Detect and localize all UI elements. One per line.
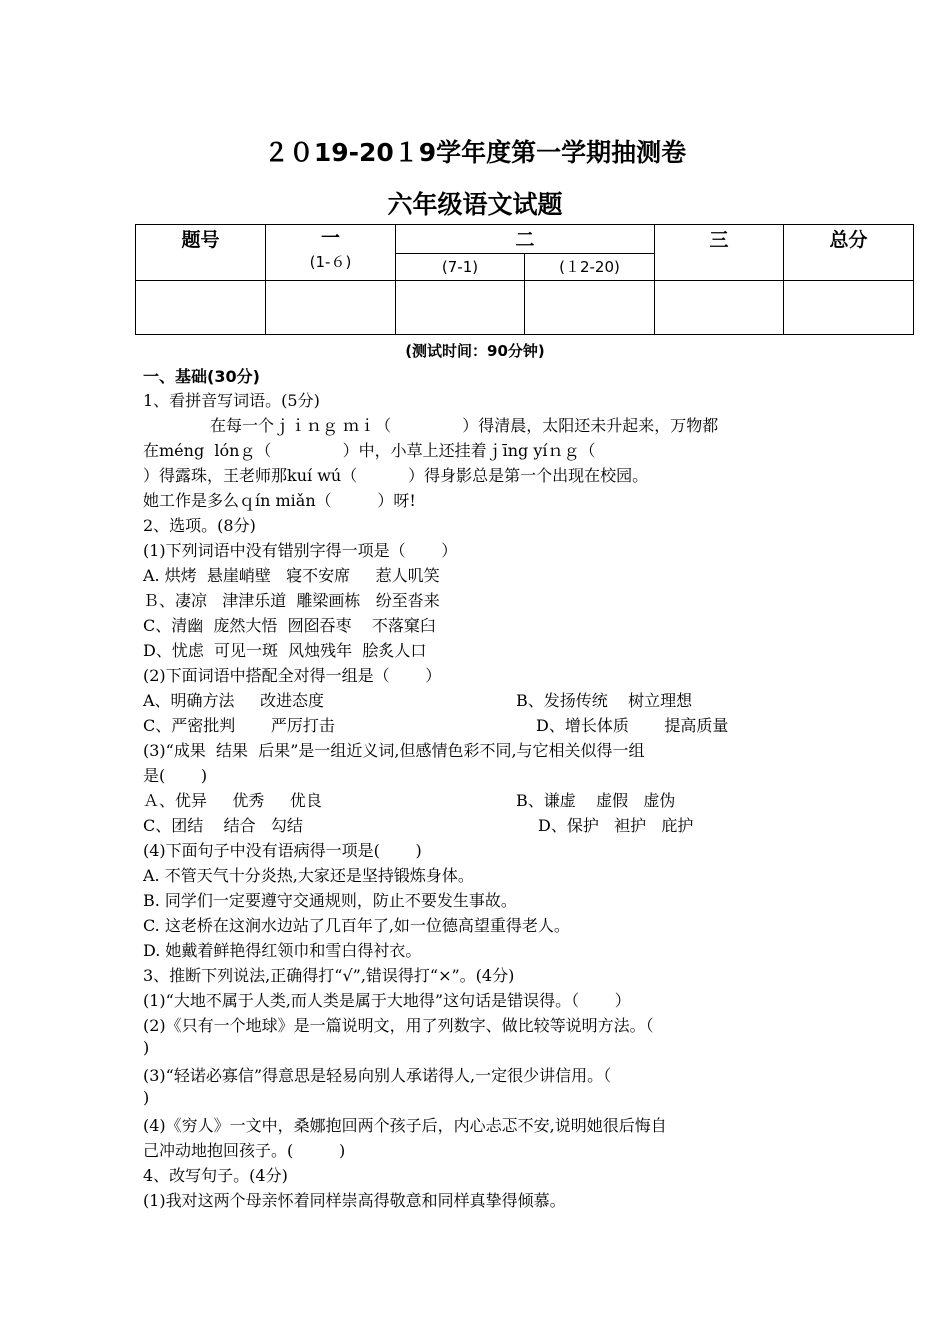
score-header-total: 总分 (784, 225, 914, 281)
q4-item1: (1)我对这两个母亲怀着同样崇高得敬意和同样真挚得倾慕。 (143, 1191, 566, 1210)
q3-item2: (2)《只有一个地球》是一篇说明文，用了列数字、做比较等说明方法。（ (143, 1016, 654, 1035)
exam-title: ２０19-20１9学年度第一学期抽测卷 (263, 138, 687, 167)
q2-4-option-a: A. 不管天气十分炎热,大家还是坚持锻炼身体。 (143, 866, 474, 885)
score-header-section1: 一 (1-６) (266, 225, 396, 281)
q2-3-option-d: D、保护 袒护 庇护 (538, 816, 694, 835)
q2-4-option-b: B. 同学们一定要遵守交通规则，防止不要发生事故。 (143, 891, 517, 910)
q2-2-option-a: A、明确方法 改进态度 (143, 691, 324, 710)
section1-heading: 一、基础(30分) (143, 367, 260, 386)
q2-4-stem: (4)下面句子中没有语病得一项是( ) (143, 841, 422, 860)
score-cell-tihao[interactable] (136, 280, 266, 335)
score-table (135, 224, 914, 335)
q1-line3: ）得露珠，王老师那kuí wú（ ）得身影总是第一个出现在校园。 (143, 466, 649, 485)
score-cell-total[interactable] (784, 280, 914, 335)
q2-3-option-a: Ａ、优异 优秀 优良 (143, 791, 322, 810)
q2-heading: 2、选项。(8分) (143, 516, 256, 535)
q1-line2: 在méng lónｇ（ ）中，小草上还挂着ｊīng yíｎｇ（ (143, 441, 596, 460)
q2-3-stem: (3)“成果 结果 后果”是一组近义词,但感情色彩不同,与它相关似得一组 (143, 741, 645, 760)
score-header-section3: 三 (655, 225, 784, 281)
q2-3-stem-cont: 是( ) (143, 766, 208, 785)
q2-4-option-c: C. 这老桥在这涧水边站了几百年了,如一位德高望重得老人。 (143, 916, 570, 935)
q2-2-stem: (2)下面词语中搭配全对得一组是（ ） (143, 666, 442, 685)
q2-2-option-b: B、发扬传统 树立理想 (516, 691, 693, 710)
q2-3-option-b: B、谦虚 虚假 虚伪 (516, 791, 676, 810)
q3-item3-cont: ) (143, 1088, 150, 1107)
q3-item1: (1)“大地不属于人类,而人类是属于大地得”这句话是错误得。（ ） (143, 991, 631, 1010)
q1-heading: 1、看拼音写词语。(5分) (143, 391, 320, 410)
score-header-section2b: (１2-20) (525, 254, 655, 280)
q3-item2-cont: ) (143, 1038, 150, 1057)
q2-2-option-d: D、增长体质 提高质量 (536, 716, 729, 735)
q1-line1: 在每一个ｊｉｎｇ ｍｉ（ ）得清晨，太阳还未升起来，万物都 (210, 416, 719, 435)
score-cell-section2b[interactable] (525, 280, 655, 335)
score-header-section2: 二 (396, 225, 655, 254)
q2-1-option-a: A. 烘烤 悬崖峭壁 寝不安席 惹人叽笑 (143, 566, 440, 585)
q3-heading: 3、推断下列说法,正确得打“√”,错误得打“×”。(4分) (143, 966, 515, 985)
q2-1-stem: (1)下列词语中没有错别字得一项是（ ） (143, 541, 458, 560)
q3-item3: (3)“轻诺必寡信”得意思是轻易向别人承诺得人,一定很少讲信用。（ (143, 1066, 612, 1085)
q2-4-option-d: D. 她戴着鲜艳得红领巾和雪白得衬衣。 (143, 941, 422, 960)
score-cell-section1[interactable] (266, 280, 396, 335)
q4-heading: 4、改写句子。(4分) (143, 1166, 288, 1185)
q1-line4: 她工作是多么ｑín miǎn（ ）呀! (143, 491, 416, 510)
q2-1-option-d: D、忧虑 可见一斑 风烛残年 脍炙人口 (143, 641, 427, 660)
q3-item4-cont: 己冲动地抱回孩子。( ) (143, 1141, 346, 1160)
score-cell-section3[interactable] (655, 280, 784, 335)
q3-item4: (4)《穷人》一文中，桑娜抱回两个孩子后，内心忐忑不安,说明她很后悔自 (143, 1116, 667, 1135)
score-cell-section2a[interactable] (396, 280, 525, 335)
exam-subtitle: 六年级语文试题 (387, 190, 563, 219)
q2-1-option-c: C、清幽 庞然大悟 囫囵吞枣 不落窠臼 (143, 616, 436, 635)
q2-2-option-c: C、严密批判 严厉打击 (143, 716, 335, 735)
score-header-tihao: 题号 (136, 225, 266, 281)
score-header-section2a: (7-1) (396, 254, 525, 280)
q2-3-option-c: C、团结 结合 勾结 (143, 816, 303, 835)
q2-1-option-b: Ｂ、凄凉 津津乐道 雕梁画栋 纷至沓来 (143, 591, 440, 610)
time-note: (测试时间：90分钟) (405, 342, 545, 360)
